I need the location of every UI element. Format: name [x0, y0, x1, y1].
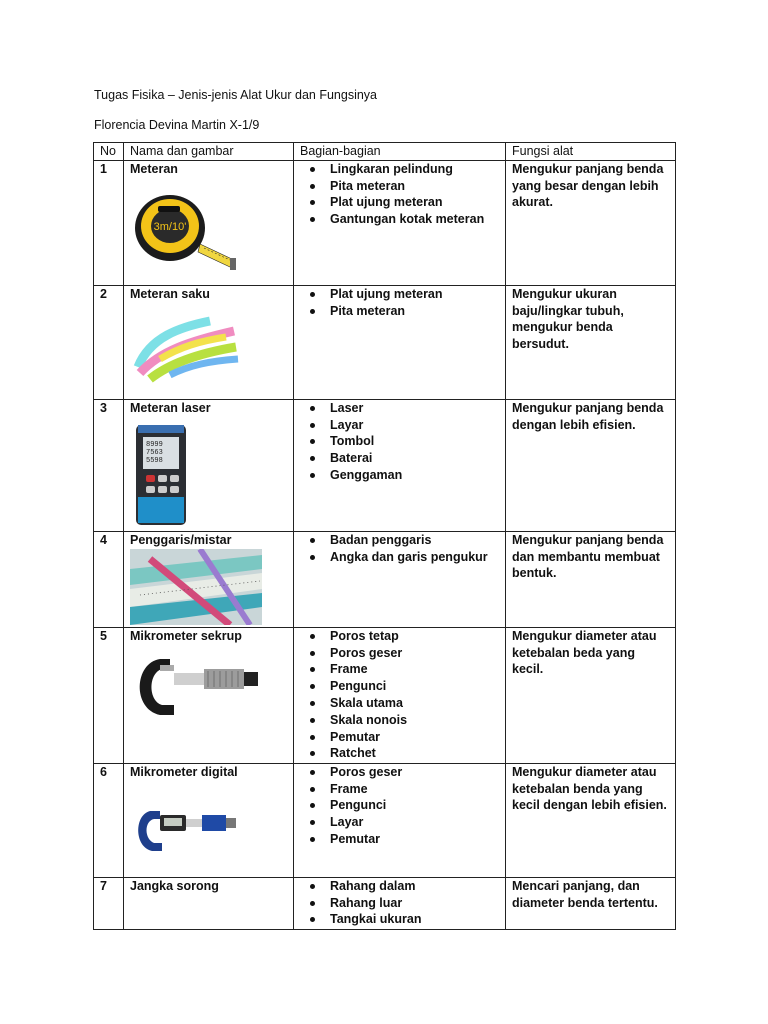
list-item: Poros geser [300, 645, 499, 662]
parts-cell [294, 285, 506, 399]
function-cell: Mengukur panjang benda dengan lebih efisien. [506, 399, 676, 531]
list-item: Pengunci [300, 678, 499, 695]
instrument-name: Jangka sorong [130, 878, 219, 893]
list-item: Pemutar [300, 729, 499, 746]
table-row [94, 160, 676, 285]
instrument-name: Mikrometer digital [130, 764, 238, 779]
parts-list [300, 628, 499, 762]
list-item: Pemutar [300, 831, 499, 848]
list-item: Pita meteran [300, 303, 499, 320]
list-item: Frame [300, 661, 499, 678]
function-cell: Mengukur diameter atau ketebalan benda yang kecil dengan lebih efisien. [506, 763, 676, 877]
list-item: Skala utama [300, 695, 499, 712]
table-row [94, 285, 676, 399]
row-number: 2 [94, 285, 124, 399]
list-item: Layar [300, 814, 499, 831]
rulers-image [130, 549, 262, 625]
list-item: Genggaman [300, 467, 499, 484]
table-row [94, 531, 676, 627]
parts-cell [294, 877, 506, 929]
parts-list [300, 878, 499, 928]
row-number: 1 [94, 160, 124, 285]
list-item: Pita meteran [300, 178, 499, 195]
tailor-tape-image [130, 307, 242, 383]
list-item: Pengunci [300, 797, 499, 814]
list-item: Lingkaran pelindung [300, 161, 499, 178]
svg-text:8999: 8999 [146, 440, 163, 449]
list-item: Poros tetap [300, 628, 499, 645]
list-item: Rahang dalam [300, 878, 499, 895]
parts-list [300, 400, 499, 484]
row-number: 7 [94, 877, 124, 929]
list-item: Angka dan garis pengukur [300, 549, 499, 566]
list-item: Tangkai ukuran [300, 911, 499, 928]
list-item: Plat ujung meteran [300, 194, 499, 211]
name-cell [124, 627, 294, 763]
header-function: Fungsi alat [506, 143, 676, 161]
list-item: Ratchet [300, 745, 499, 762]
table-row [94, 399, 676, 531]
tape-measure-image [130, 182, 242, 274]
svg-text:7563: 7563 [146, 448, 163, 457]
parts-cell [294, 160, 506, 285]
instrument-name: Meteran [130, 161, 178, 176]
table-header-row [94, 143, 676, 161]
svg-text:5598: 5598 [146, 456, 163, 465]
instrument-table [93, 142, 676, 930]
name-cell [124, 763, 294, 877]
micrometer-screw-image [130, 649, 266, 725]
list-item: Poros geser [300, 764, 499, 781]
author-line: Florencia Devina Martin X-1/9 [94, 118, 260, 132]
function-cell: Mengukur panjang benda yang besar dengan lebih akurat. [506, 160, 676, 285]
name-cell [124, 877, 294, 929]
row-number: 5 [94, 627, 124, 763]
row-number: 6 [94, 763, 124, 877]
row-number: 4 [94, 531, 124, 627]
instrument-name: Meteran saku [130, 286, 210, 301]
parts-cell [294, 399, 506, 531]
instrument-name: Meteran laser [130, 400, 211, 415]
function-cell: Mengukur diameter atau ketebalan beda yang kecil. [506, 627, 676, 763]
table-row [94, 627, 676, 763]
function-cell: Mengukur ukuran baju/lingkar tubuh, mengukur benda bersudut. [506, 285, 676, 399]
header-name: Nama dan gambar [124, 143, 294, 161]
row-number: 3 [94, 399, 124, 531]
name-cell [124, 531, 294, 627]
list-item: Rahang luar [300, 895, 499, 912]
svg-text:3m/10': 3m/10' [153, 220, 187, 233]
list-item: Layar [300, 417, 499, 434]
function-cell: Mencari panjang, dan diameter benda tertentu. [506, 877, 676, 929]
table-row [94, 877, 676, 929]
parts-list [300, 286, 499, 320]
name-cell [124, 160, 294, 285]
instrument-name: Mikrometer sekrup [130, 628, 242, 643]
document-title: Tugas Fisika – Jenis-jenis Alat Ukur dan Fungsinya [94, 88, 378, 102]
list-item: Baterai [300, 450, 499, 467]
function-cell: Mengukur panjang benda dan membantu membuat bentuk. [506, 531, 676, 627]
name-cell [124, 399, 294, 531]
digital-micrometer-image [130, 791, 242, 863]
list-item: Laser [300, 400, 499, 417]
header-parts: Bagian-bagian [294, 143, 506, 161]
parts-list [300, 764, 499, 848]
parts-cell [294, 627, 506, 763]
list-item: Badan penggaris [300, 532, 499, 549]
list-item: Frame [300, 781, 499, 798]
instrument-name: Penggaris/mistar [130, 532, 232, 547]
name-cell [124, 285, 294, 399]
parts-list [300, 532, 499, 566]
header-no: No [94, 143, 124, 161]
laser-meter-image [130, 421, 242, 527]
parts-cell [294, 531, 506, 627]
parts-list [300, 161, 499, 228]
table-row [94, 763, 676, 877]
list-item: Skala nonois [300, 712, 499, 729]
parts-cell [294, 763, 506, 877]
list-item: Tombol [300, 433, 499, 450]
list-item: Plat ujung meteran [300, 286, 499, 303]
list-item: Gantungan kotak meteran [300, 211, 499, 228]
